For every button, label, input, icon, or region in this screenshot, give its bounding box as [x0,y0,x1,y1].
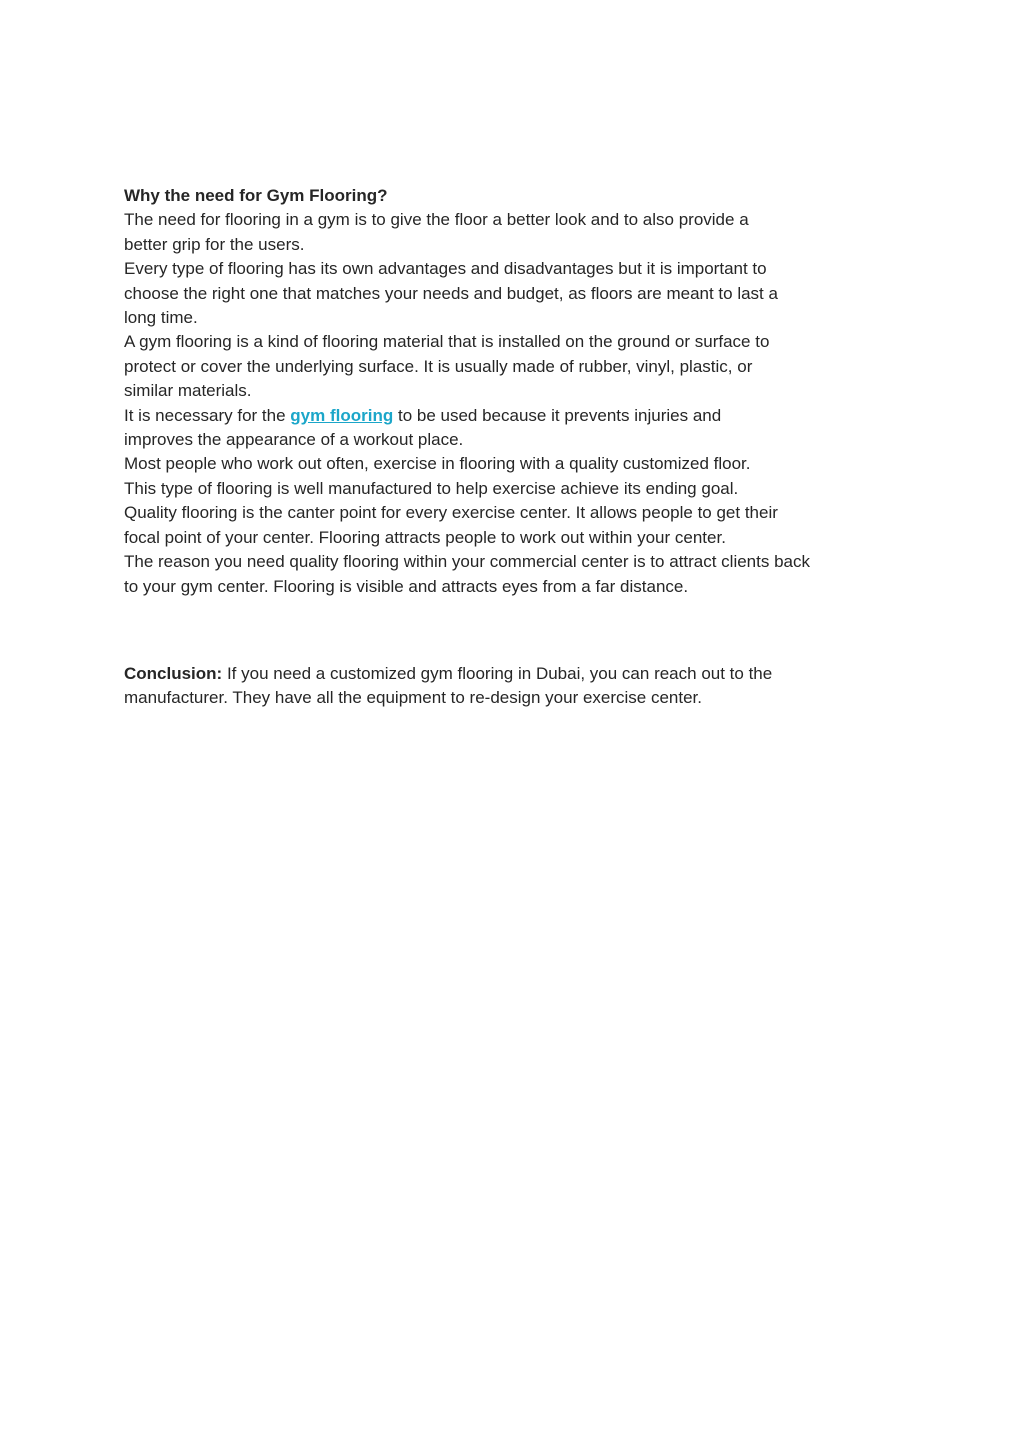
paragraph-spacer [124,599,904,662]
conclusion-line-1 [124,662,904,686]
body-line-4: choose the right one that matches your needs and budget, as floors are meant to last a [124,283,778,303]
link-line-before: It is necessary for the [124,405,291,425]
body-line-15: The reason you need quality flooring within your commercial center is to attract clients back [124,552,810,572]
body-line-with-link [124,404,904,428]
conclusion-label: Conclusion: [124,663,223,683]
document-body [124,184,904,711]
body-line-12: This type of flooring is well manufactured to help exercise achieve its ending goal. [124,478,739,498]
body-line-14: focal point of your center. Flooring attracts people to work out within your center. [124,527,726,547]
section-heading: Why the need for Gym Flooring? [124,186,388,205]
body-line-11: Most people who work out often, exercise in flooring with a quality customized floor. [124,454,751,474]
body-line-7: protect or cover the underlying surface. It is usually made of rubber, vinyl, plastic, or [124,356,753,376]
body-line-16: to your gym center. Flooring is visible and attracts eyes from a far distance. [124,576,689,596]
link-line-after: to be used because it prevents injuries and [393,405,722,425]
body-line-13: Quality flooring is the canter point for every exercise center. It allows people to get their [124,503,778,523]
conclusion-line-2: manufacturer. They have all the equipment to re-design your exercise center. [124,688,703,708]
conclusion-text: If you need a customized gym flooring in Dubai, you can reach out to the [222,663,773,683]
body-line-3: Every type of flooring has its own advantages and disadvantages but it is important to [124,259,767,279]
gym-flooring-link[interactable]: gym flooring [290,405,394,425]
body-line-2: better grip for the users. [124,234,305,254]
body-line-6: A gym flooring is a kind of flooring material that is installed on the ground or surface to [124,332,770,352]
body-line-8: similar materials. [124,381,252,401]
body-line-10: improves the appearance of a workout place. [124,430,464,450]
body-line-5: long time. [124,308,198,328]
body-line-1: The need for flooring in a gym is to give the floor a better look and to also provide a [124,210,749,230]
